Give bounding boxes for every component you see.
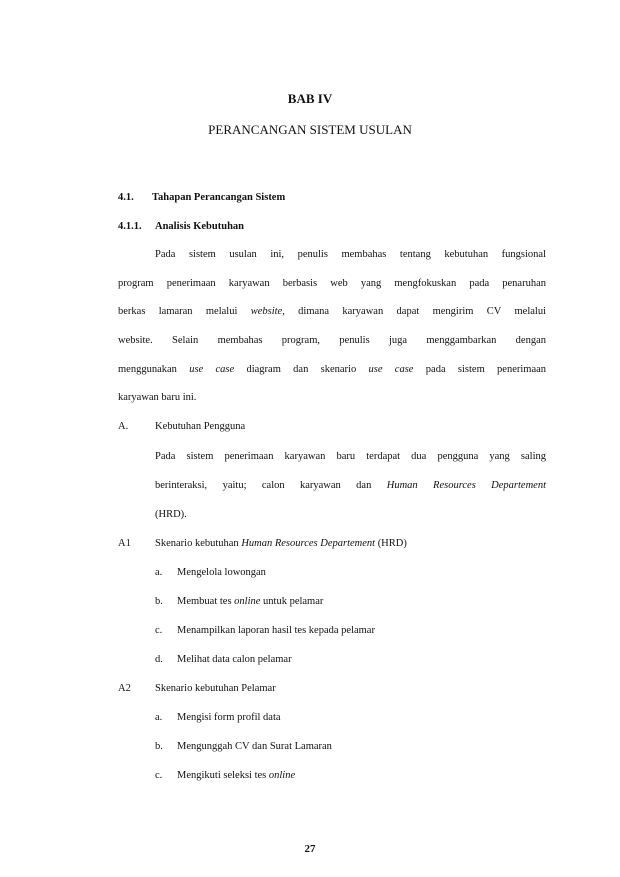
list-item-letter: a. [155, 567, 163, 578]
text-run: untuk pelamar [260, 596, 324, 607]
section-number-4-1-1: 4.1.1. [118, 221, 142, 232]
text-run: berkas lamaran melalui [118, 306, 251, 317]
list-item-letter: d. [155, 654, 163, 665]
section-a-line-2 [155, 479, 546, 493]
text-run: dimana karyawan dapat mengirim CV melalui [284, 306, 546, 317]
list-item: Mengunggah CV dan Surat Lamaran [177, 741, 332, 752]
section-title-4-1: Tahapan Perancangan Sistem [152, 192, 286, 203]
paragraph-1-line-1: Pada sistem usulan ini, penulis membahas tentang kebutuhan fungsional [155, 249, 546, 260]
text-run-italic: use case [368, 364, 414, 375]
chapter-label: BAB IV [287, 91, 333, 106]
paragraph-1-line-2: program penerimaan karyawan berbasis web yang mengfokuskan pada penaruhan [118, 278, 546, 289]
section-a2-title: Skenario kebutuhan Pelamar [155, 683, 276, 694]
section-a-title: Kebutuhan Pengguna [155, 421, 246, 432]
text-run-italic: online [268, 770, 296, 781]
text-run: diagram dan skenario [234, 364, 369, 375]
section-number-4-1: 4.1. [118, 192, 134, 203]
text-run-italic: website, [250, 306, 285, 317]
section-title-4-1-1: Analisis Kebutuhan [155, 221, 244, 232]
page-number: 27 [304, 843, 316, 855]
text-run-italic: Human Resources Departement [241, 538, 376, 549]
text-run: pada sistem penerimaan [413, 364, 547, 375]
paragraph-1-line-6: karyawan baru ini. [118, 392, 197, 403]
chapter-title: PERANCANGAN SISTEM USULAN [208, 122, 412, 137]
text-run: Skenario kebutuhan [155, 538, 242, 549]
list-item-letter: b. [155, 741, 163, 752]
section-a1-title [155, 537, 407, 551]
section-a2-label: A2 [118, 683, 131, 694]
list-item: Mengisi form profil data [177, 712, 281, 723]
list-item: Melihat data calon pelamar [177, 654, 292, 665]
list-item: Menampilkan laporan hasil tes kepada pelamar [177, 625, 375, 636]
section-a-line-3: (HRD). [155, 509, 187, 520]
section-a1-label: A1 [118, 538, 131, 549]
text-run-italic: online [234, 596, 261, 607]
list-item-letter: a. [155, 712, 163, 723]
text-run: Mengikuti seleksi tes [177, 770, 269, 781]
paragraph-1-line-3 [118, 305, 546, 319]
list-item [177, 769, 295, 783]
text-run-italic: Human Resources Departement [386, 480, 546, 491]
text-run: berinteraksi, yaitu; calon karyawan dan [155, 480, 387, 491]
list-item-letter: c. [155, 770, 163, 781]
list-item: Mengelola lowongan [177, 567, 266, 578]
list-item-letter: b. [155, 596, 163, 607]
section-a-line-1: Pada sistem penerimaan karyawan baru terdapat dua pengguna yang saling [155, 451, 546, 462]
paragraph-1-line-5 [118, 363, 546, 377]
text-run: Membuat tes [177, 596, 235, 607]
list-item [177, 595, 323, 609]
list-item-letter: c. [155, 625, 163, 636]
text-run: (HRD) [375, 538, 407, 549]
section-a-label: A. [118, 421, 129, 432]
text-run: menggunakan [118, 364, 190, 375]
text-run-italic: use case [189, 364, 235, 375]
paragraph-1-line-4: website. Selain membahas program, penulis juga menggambarkan dengan [118, 335, 546, 346]
